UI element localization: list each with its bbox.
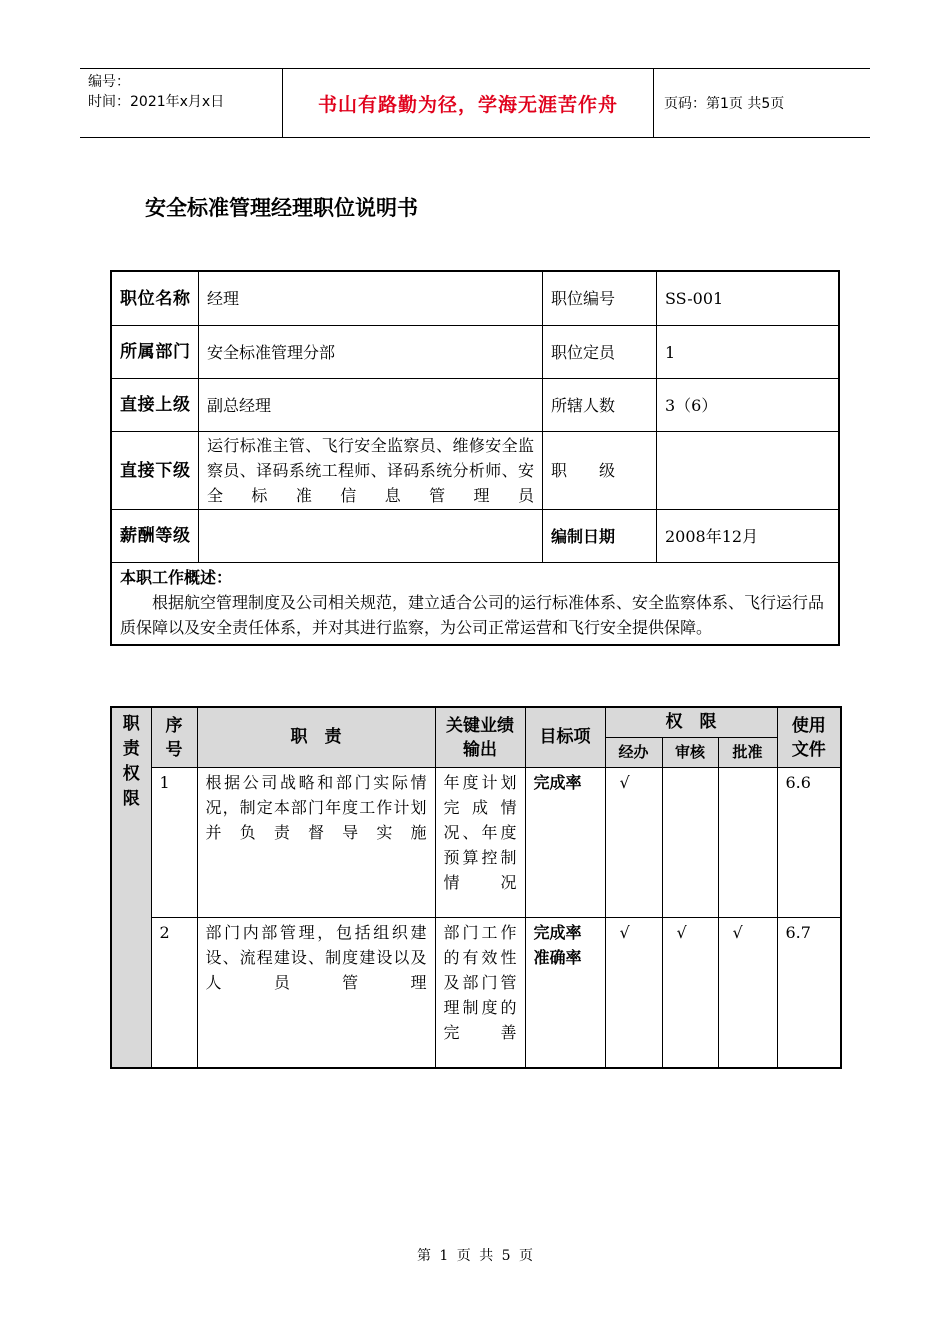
info-label: 职位名称 (112, 272, 199, 325)
info-row (112, 326, 838, 379)
summary-body: 根据航空管理制度及公司相关规范，建立适合公司的运行标准体系、安全监察体系、飞行运行品质保障以及安全责任体系，并对其进行监察，为公司正常运营和飞行安全提供保障。 (120, 593, 825, 637)
row-auth-approve: √ (718, 918, 777, 1068)
page-footer: 第 1 页 共 5 页 (416, 1248, 534, 1264)
info-row (112, 510, 838, 563)
row-kpi: 部门工作的有效性及部门管理制度的完善 (435, 918, 525, 1068)
row-target: 完成率 (525, 768, 605, 918)
header-auth-approve: 批准 (718, 738, 777, 768)
header-auth-handle: 经办 (605, 738, 662, 768)
duty-table (110, 706, 842, 1069)
table-row (111, 918, 841, 1068)
info-value-2 (657, 432, 838, 509)
info-label: 直接上级 (112, 379, 199, 431)
side-label: 职责权限 (111, 707, 151, 1068)
document-title: 安全标准管理经理职位说明书 (145, 196, 418, 220)
info-value (199, 510, 543, 562)
header-motto: 书山有路勤为径，学海无涯苦作舟 (282, 69, 654, 137)
row-target: 完成率准确率 (525, 918, 605, 1068)
info-value: 副总经理 (199, 379, 543, 431)
row-auth-review (662, 768, 718, 918)
info-label: 所属部门 (112, 326, 199, 378)
row-duty: 部门内部管理，包括组织建设、流程建设、制度建设以及人员管理 (197, 918, 435, 1068)
info-value: 运行标准主管、飞行安全监察员、维修安全监察员、译码系统工程师、译码系统分析师、安全标准信息管理员 (199, 432, 543, 509)
header-docs: 使用文件 (777, 707, 841, 768)
info-label: 薪酬等级 (112, 510, 199, 562)
info-label-2: 所辖人数 (543, 379, 657, 431)
info-value: 安全标准管理分部 (199, 326, 543, 378)
info-label: 直接下级 (112, 432, 199, 509)
row-auth-review: √ (662, 918, 718, 1068)
row-doc: 6.6 (777, 768, 841, 918)
row-auth-handle: √ (605, 768, 662, 918)
info-value-2: 1 (665, 342, 676, 362)
page-header (80, 68, 870, 138)
info-label-2: 职位定员 (543, 326, 657, 378)
row-seq: 2 (151, 918, 197, 1068)
row-auth-approve (718, 768, 777, 918)
info-label-2: 职 级 (543, 432, 657, 509)
info-value-2: 3（6） (665, 395, 718, 415)
header-seq: 序号 (151, 707, 197, 768)
header-meta (80, 69, 282, 137)
time-label: 时间：2021年x月x日 (88, 94, 225, 110)
info-label-2: 职位编号 (543, 272, 657, 325)
row-seq: 1 (151, 768, 197, 918)
header-kpi: 关键业绩输出 (435, 707, 525, 768)
header-target: 目标项 (525, 707, 605, 768)
info-value-2: 2008年12月 (665, 526, 759, 546)
header-duty: 职 责 (197, 707, 435, 768)
info-value-2: SS-001 (665, 289, 724, 308)
info-value: 经理 (199, 272, 543, 325)
info-label-2: 编制日期 (543, 510, 657, 562)
number-label: 编号： (88, 74, 130, 90)
info-row (112, 272, 838, 326)
row-auth-handle: √ (605, 918, 662, 1068)
header-auth-review: 审核 (662, 738, 718, 768)
header-page-info: 页码：第1页 共5页 (664, 96, 785, 112)
table-row (111, 768, 841, 918)
position-info-table (110, 270, 840, 646)
row-doc: 6.7 (777, 918, 841, 1068)
job-summary (112, 563, 838, 644)
summary-title: 本职工作概述： (120, 568, 233, 587)
header-authority: 权 限 (605, 707, 777, 738)
info-row (112, 432, 838, 510)
row-kpi: 年度计划完成情况、年度预算控制情况 (435, 768, 525, 918)
row-duty: 根据公司战略和部门实际情况，制定本部门年度工作计划并负责督导实施 (197, 768, 435, 918)
info-row (112, 379, 838, 432)
